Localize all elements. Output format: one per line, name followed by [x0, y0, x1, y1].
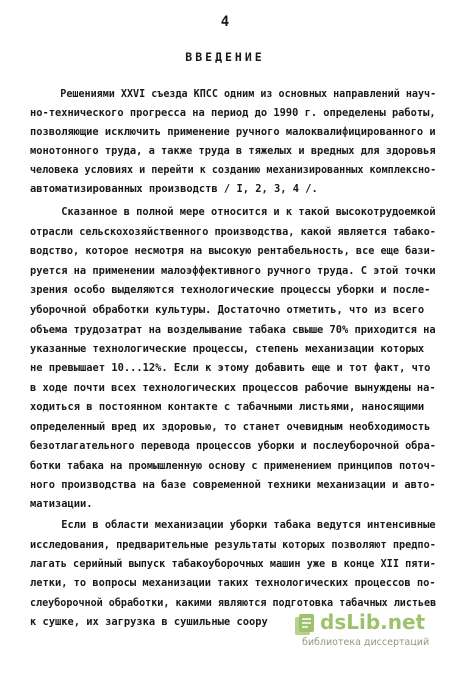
text-line: Решениями XXVI съезда КПСС одним из основных направлений науч-: [30, 88, 437, 100]
page-number: 4: [220, 14, 230, 30]
text-line: лагать серийный выпуск табакоуборочных машин уже в конце XII пяти-: [30, 558, 436, 570]
text-line: Сказанное в полной мере относится и к такой высокотрудоемкой: [30, 206, 436, 218]
watermark-subtitle: библиотека диссертаций: [302, 637, 430, 648]
text-line: к сушке, их загрузка в сушильные соору: [30, 616, 268, 628]
dslib-logo-icon: [292, 612, 318, 638]
heading: ВВЕДЕНИЕ: [185, 50, 265, 64]
text-line: но-технического прогресса на период до 1990 г. определены работы,: [30, 107, 436, 119]
text-line: позволяющие исключить применение ручного малоквалифицированного и: [30, 126, 436, 138]
text-line: исследования, предварительные результаты которых позволяют предпо-: [30, 539, 436, 551]
text-line: руется на применении малоэффективного ручного труда. С этой точки: [30, 265, 436, 277]
text-line: человека условиях и перейти к созданию механизированных комплексно-: [30, 164, 437, 176]
text-line: безотлагательного перевода процессов уборки и послеуборочной обра-: [30, 440, 436, 452]
text-line: зрения особо выделяются технологические процессы уборки и после-: [30, 284, 431, 296]
text-line: определенный вред их здоровью, то станет очевидным необходимость: [30, 421, 431, 433]
text-line: матизации.: [30, 498, 93, 510]
text-line: Если в области механизации уборки табака ведутся интенсивные: [30, 519, 436, 531]
text-line: водство, которое несмотря на высокую рентабельность, все еще бази-: [30, 245, 436, 257]
text-line: ботки табака на промышленную основу с применением принципов поточ-: [30, 460, 436, 472]
text-line: не превышает 10...12%. Если к этому добавить еще и тот факт, что: [30, 362, 431, 374]
text-line: уборочной обработки культуры. Достаточно отметить, что из всего: [30, 304, 425, 316]
text-line: монотонного труда, а также труда в тяжелых и вредных для здоровья: [30, 145, 436, 157]
text-line: слеуборочной обработки, какими являются подготовка табачных листьев: [30, 597, 437, 609]
text-line: ходиться в постоянном контакте с табачными листьями, наносящими: [30, 401, 425, 413]
text-line: отрасли сельскохозяйственного производства, какой является табако-: [30, 226, 436, 238]
text-line: указанные технологические процессы, степень механизации которых: [30, 343, 425, 355]
text-line: объема трудозатрат на возделывание табака свыше 70% приходится на: [30, 324, 436, 336]
text-line: ного производства на базе современной техники механизации и авто-: [30, 479, 436, 491]
watermark-site: dsLib.net: [320, 610, 426, 634]
watermark: [292, 610, 442, 654]
text-line: летки, то вопросы механизации таких технологических процессов по-: [30, 577, 436, 589]
text-line: в ходе почти всех технологических процессов рабочие вынуждены на-: [30, 382, 436, 394]
text-line: автоматизированных производств / I, 2, 3, 4 /.: [30, 183, 318, 195]
